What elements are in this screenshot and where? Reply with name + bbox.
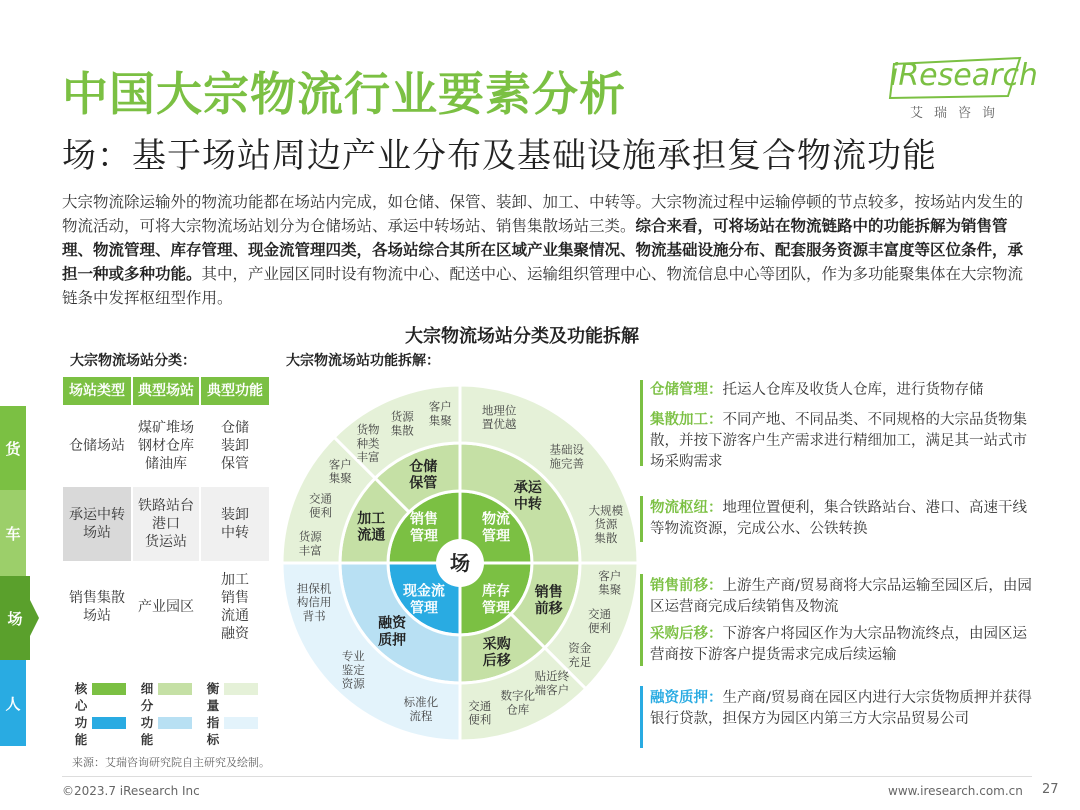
page-title: 中国大宗物流行业要素分析 [62, 67, 626, 121]
metric-label: 交通便利 [468, 698, 492, 727]
function-wheel [280, 368, 640, 748]
side-tab-goods[interactable]: 货 [0, 406, 26, 490]
metric-label: 大规模货源集散 [588, 503, 624, 545]
desc-hub [650, 498, 1032, 540]
metric-label: 贴近终端客户 [534, 669, 570, 697]
metric-label: 交通便利 [588, 607, 612, 635]
metric-label: 专业鉴定资源 [341, 649, 365, 691]
metric-label: 交通便利 [308, 491, 332, 520]
footer-divider [62, 776, 1032, 777]
table-cell: 承运中转 场站 [62, 486, 132, 562]
legend-swatch [224, 683, 258, 695]
legend-swatch [158, 717, 192, 729]
desc-text: 上游生产商/贸易商将大宗品运输至园区后，由园区运营商完成后续销售及物流 [650, 578, 1032, 615]
table-cell: 加工 销售 流通 融资 [200, 562, 270, 652]
side-tab-people[interactable]: 人 [0, 660, 26, 746]
logo-word: iResearch [890, 58, 1038, 93]
metric-label: 货源丰富 [298, 529, 322, 558]
desc-text: 不同产地、不同品类、不同规格的大宗品货物集散，并按下游客户生产需求进行精细加工，满足其一站式市场采购需求 [650, 412, 1027, 470]
footer-url[interactable]: www.iresearch.com.cn [888, 784, 1023, 798]
metric-label: 担保机构信用背书 [296, 581, 332, 624]
desc-label: 集散加工： [650, 412, 723, 428]
metric-label: 基础设施完善 [549, 442, 585, 471]
side-tab-vehicle[interactable]: 车 [0, 490, 26, 576]
desc-label: 物流枢纽： [650, 500, 723, 516]
legend-label-metric: 衡量指标 [206, 681, 220, 747]
desc-purchase-backward [650, 624, 1032, 666]
table-header-cell: 场站类型 [62, 376, 132, 406]
intro-bold-part: 综合来看，可将场站在物流链路中的功能拆解为销售管理、物流管理、库存管理、现金流管理四类，各场站综合其所在区域产业集聚情况、物流基础设施分布、配套服务资源丰富度等区位条件，承担一种或多种功能。 [62, 217, 1024, 283]
table-cell: 产业园区 [132, 562, 200, 652]
function-heading: 大宗物流场站功能拆解： [286, 353, 440, 369]
side-tab-station[interactable]: 场 [0, 576, 30, 660]
core-function-label: 库存管理 [482, 583, 511, 617]
logo-sub: 艾瑞咨询 [910, 106, 1007, 121]
detail-function-label: 融资质押 [378, 615, 407, 649]
active-tab-arrow-icon [30, 600, 40, 636]
legend-swatch [92, 683, 126, 695]
desc-processing [650, 410, 1032, 473]
desc-storage [650, 380, 1032, 401]
desc-bar [640, 574, 643, 666]
station-classification-table [62, 376, 270, 652]
table-cell: 装卸 中转 [200, 486, 270, 562]
table-cell: 仓储场站 [62, 406, 132, 486]
metric-label: 客户集聚 [328, 457, 352, 486]
metric-label: 数字化仓库 [500, 688, 536, 717]
table-cell: 仓储 装卸 保管 [200, 406, 270, 486]
desc-label: 仓储管理： [650, 382, 723, 398]
intro-paragraph [62, 190, 1032, 310]
wheel-legend [62, 680, 272, 750]
desc-label: 融资质押： [650, 690, 723, 706]
page-number: 27 [1042, 782, 1059, 797]
detail-function-label: 采购后移 [482, 636, 511, 670]
table-header-cell: 典型功能 [200, 376, 270, 406]
desc-bar [640, 380, 643, 466]
desc-text: 托运人仓库及收货人仓库，进行货物存储 [722, 382, 984, 398]
detail-function-label: 承运中转 [513, 479, 542, 513]
table-row [62, 562, 270, 652]
intro-part-1: 大宗物流除运输外的物流功能都在场站内完成，如仓储、保管、装卸、加工、中转等。大宗物流过程中运输停顿的节点较多，按场站内发生的物流活动，可将大宗物流场站划分为仓储场站、承运中转场站、销售集散场站三类。 [62, 193, 1024, 235]
table-cell: 销售集散 场站 [62, 562, 132, 652]
diagram-heading: 大宗物流场站分类及功能拆解 [405, 326, 639, 347]
footer-copyright: ©2023.7 iResearch Inc [62, 784, 200, 798]
intro-part-3: 其中，产业园区同时设有物流中心、配送中心、运输组织管理中心、物流信息中心等团队，作为多功能聚集体在大宗物流链条中发挥枢纽型作用。 [62, 265, 1024, 307]
table-cell: 煤矿堆场 钢材仓库 储油库 [132, 406, 200, 486]
classification-heading: 大宗物流场站分类： [70, 353, 196, 369]
desc-financing [650, 688, 1032, 730]
desc-text: 地理位置便利，集合铁路站台、港口、高速干线等物流资源，完成公水、公铁转换 [650, 500, 1027, 537]
legend-swatch [224, 717, 258, 729]
core-function-label: 现金流管理 [402, 583, 445, 617]
desc-text: 生产商/贸易商在园区内进行大宗货物质押并获得银行贷款，担保方为园区内第三方大宗品贸易公司 [650, 690, 1032, 727]
source-note: 来源：艾瑞咨询研究院自主研究及绘制。 [72, 756, 270, 769]
metric-label: 客户集聚 [598, 568, 622, 597]
metric-label: 资金充足 [568, 641, 592, 669]
desc-bar [640, 686, 643, 748]
desc-bar [640, 496, 643, 542]
page-subtitle: 场：基于场站周边产业分布及基础设施承担复合物流功能 [62, 136, 937, 176]
desc-label: 采购后移： [650, 626, 723, 642]
metric-label: 客户集聚 [428, 399, 452, 428]
metric-label: 标准化流程 [403, 695, 439, 723]
table-cell: 铁路站台 港口 货运站 [132, 486, 200, 562]
table-row [62, 486, 270, 562]
core-function-label: 销售管理 [409, 511, 438, 545]
legend-label-core: 核心功能 [74, 681, 88, 747]
table-header-cell: 典型场站 [132, 376, 200, 406]
metric-label: 货源集散 [390, 409, 414, 438]
legend-swatch [158, 683, 192, 695]
table-row [62, 406, 270, 486]
detail-function-label: 加工流通 [357, 510, 386, 544]
core-function-label: 物流管理 [482, 511, 511, 545]
desc-sales-forward [650, 576, 1032, 618]
iresearch-logo [870, 56, 1038, 126]
metric-label: 地理位置优越 [481, 403, 517, 432]
legend-label-detail: 细分功能 [140, 681, 154, 747]
legend-swatch [92, 717, 126, 729]
detail-function-label: 销售前移 [534, 584, 563, 618]
desc-label: 销售前移： [650, 578, 723, 594]
metric-label: 货物种类丰富 [356, 422, 380, 465]
wheel-center-label: 场 [450, 551, 470, 576]
desc-text: 下游客户将园区作为大宗品物流终点，由园区运营商按下游客户提货需求完成后续运输 [650, 626, 1027, 663]
table-header-row [62, 376, 270, 406]
detail-function-label: 仓储保管 [409, 458, 438, 492]
